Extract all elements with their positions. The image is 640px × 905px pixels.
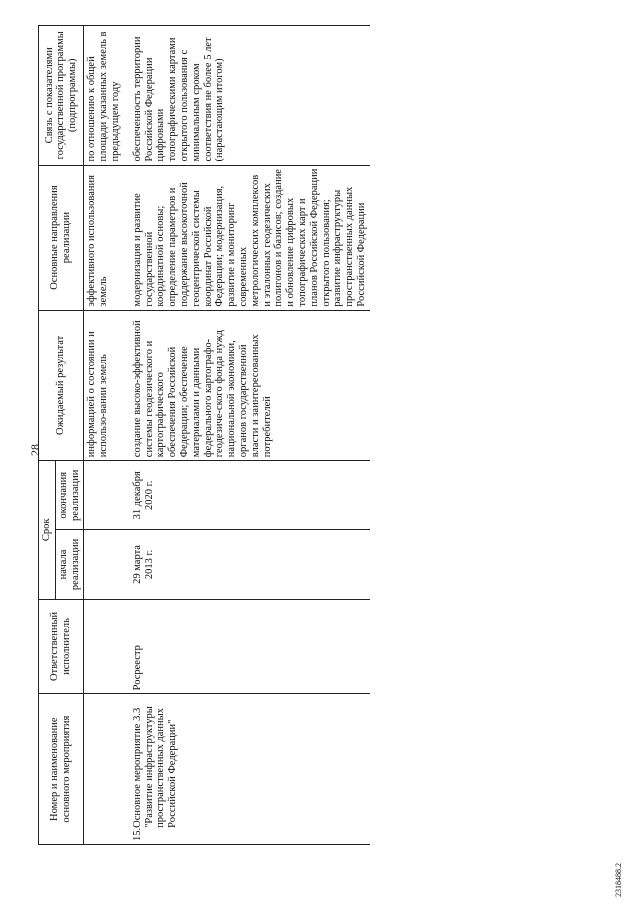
cell-empty bbox=[84, 530, 124, 599]
footer-code: 2318488.2 bbox=[614, 863, 623, 897]
cell-number-name bbox=[124, 694, 370, 845]
cell-directions: эффективного использования земель bbox=[84, 165, 124, 310]
cell-empty bbox=[84, 599, 124, 694]
header-term: Срок bbox=[39, 461, 56, 599]
activity-name: Основное мероприятие 3.3 "Развитие инфраструктуры пространственных данных Российской Федерации" bbox=[131, 706, 179, 828]
page-number: 28 bbox=[28, 444, 42, 456]
header-result: Ожидаемый результат bbox=[39, 310, 84, 461]
table-row bbox=[84, 26, 124, 845]
cell-directions: модернизация и развитие государственной координатной основы; определение параметров и поддержание высокоточной геоцентрической системы координат Российской Федерации; модернизация, развитие и мониторинг современных метрологических комплексов и эталонных геодезических полигонов и базисов; создание и обновление цифровых топографических карт и планов Российской Федерации открытого пользования; развитие инфраструктуры пространственных данных Российской Федерации bbox=[124, 165, 370, 310]
cell-empty bbox=[84, 694, 124, 845]
header-link: Связь с показателями государственной программы (подпрограммы) bbox=[39, 26, 84, 166]
header-directions: Основные направления реализации bbox=[39, 165, 84, 310]
activities-table bbox=[38, 25, 370, 845]
header-term-end: окончания реализации bbox=[55, 461, 84, 530]
header-number-name: Номер и наименование основного мероприятия bbox=[39, 694, 84, 845]
table-row bbox=[124, 26, 370, 845]
cell-start: 29 марта 2013 г. bbox=[124, 530, 370, 599]
cell-empty bbox=[84, 461, 124, 530]
cell-link: по отношению к общей площади указанных земель в предыдущем году bbox=[84, 26, 124, 166]
cell-link: обеспеченность территории Российской Федерации цифровыми топографическими картами открытого пользования с минимальным сроком соответствия не более 5 лет (нарастающим итогом) bbox=[124, 26, 370, 166]
header-executor: Ответственный исполнитель bbox=[39, 599, 84, 694]
row-number: 15. bbox=[131, 827, 143, 841]
cell-result: информацией о состоянии и использо-вании земель bbox=[84, 310, 124, 461]
cell-executor: Росреестр bbox=[124, 599, 370, 694]
header-term-start: начала реализации bbox=[55, 530, 84, 599]
cell-end: 31 декабря 2020 г. bbox=[124, 461, 370, 530]
cell-result: создание высоко-эффективной системы геодезического и картографического обеспечения Российской Федерации; обеспечение материалами и данными федерального картографо-геодезиче-ского фонда нужд национальной экономики, органов государственной власти и заинтересованных потребителей bbox=[124, 310, 370, 461]
